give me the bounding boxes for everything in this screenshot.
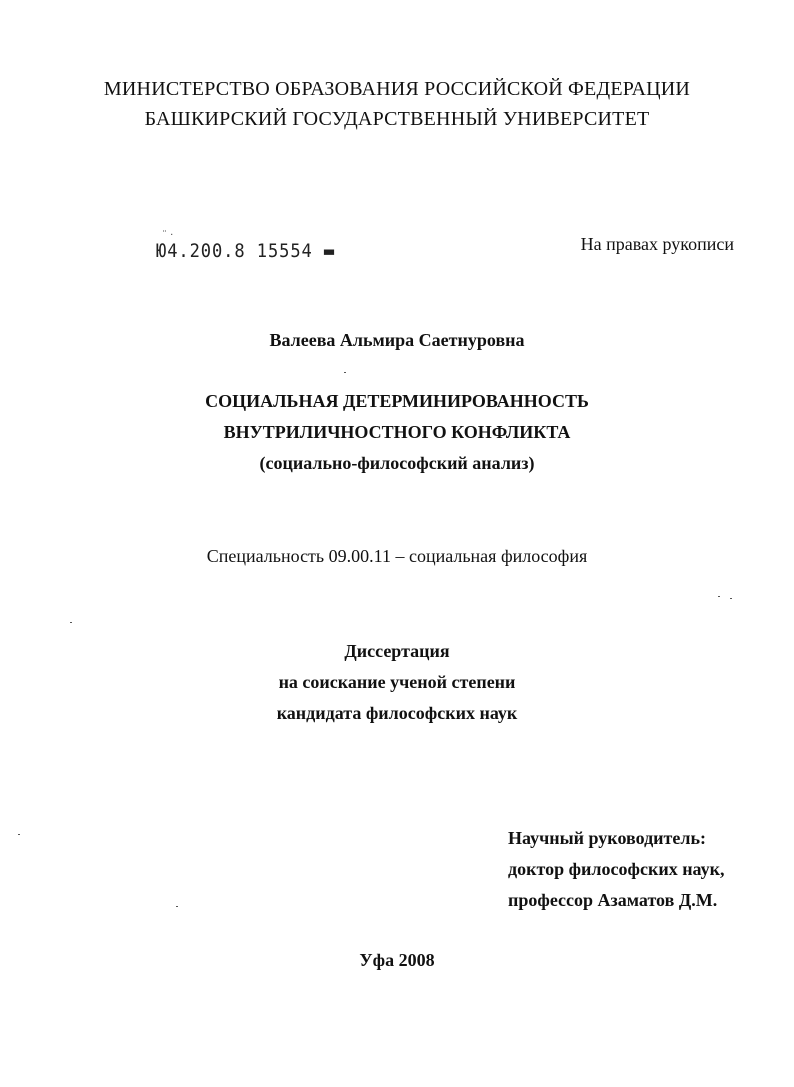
scan-speck (70, 622, 72, 623)
scan-speck (718, 596, 720, 597)
degree-field-line: кандидата философских наук (276, 703, 518, 723)
ministry-heading: МИНИСТЕРСТВО ОБРАЗОВАНИЯ РОССИЙСКОЙ ФЕДЕРАЦИИ (103, 78, 691, 100)
stamp-number: Ю4.200.8 15554 (156, 240, 313, 262)
stamp-marks: ¨ · (162, 230, 174, 241)
scan-speck (730, 598, 732, 599)
scan-speck (344, 372, 346, 373)
supervisor-label: Научный руководитель: (508, 828, 706, 848)
supervisor-degree: доктор философских наук, (508, 859, 725, 879)
stamp-dash: ▬ (312, 240, 336, 262)
author-name: Валеева Альмира Саетнуровна (269, 330, 525, 350)
specialty-line: Специальность 09.00.11 – социальная философия (206, 546, 588, 566)
scan-speck (176, 906, 178, 907)
registration-stamp (156, 240, 335, 262)
title-line-2: ВНУТРИЛИЧНОСТНОГО КОНФЛИКТА (223, 422, 571, 442)
city-year: Уфа 2008 (359, 950, 435, 970)
scan-speck (18, 834, 20, 835)
dissertation-label: Диссертация (344, 641, 450, 661)
title-subtitle: (социально-философский анализ) (259, 453, 535, 473)
degree-line: на соискание ученой степени (278, 672, 516, 692)
manuscript-note: На правах рукописи (580, 234, 734, 254)
university-heading: БАШКИРСКИЙ ГОСУДАРСТВЕННЫЙ УНИВЕРСИТЕТ (144, 108, 650, 130)
supervisor-name: профессор Азаматов Д.М. (508, 890, 718, 910)
title-line-1: СОЦИАЛЬНАЯ ДЕТЕРМИНИРОВАННОСТЬ (205, 391, 589, 411)
